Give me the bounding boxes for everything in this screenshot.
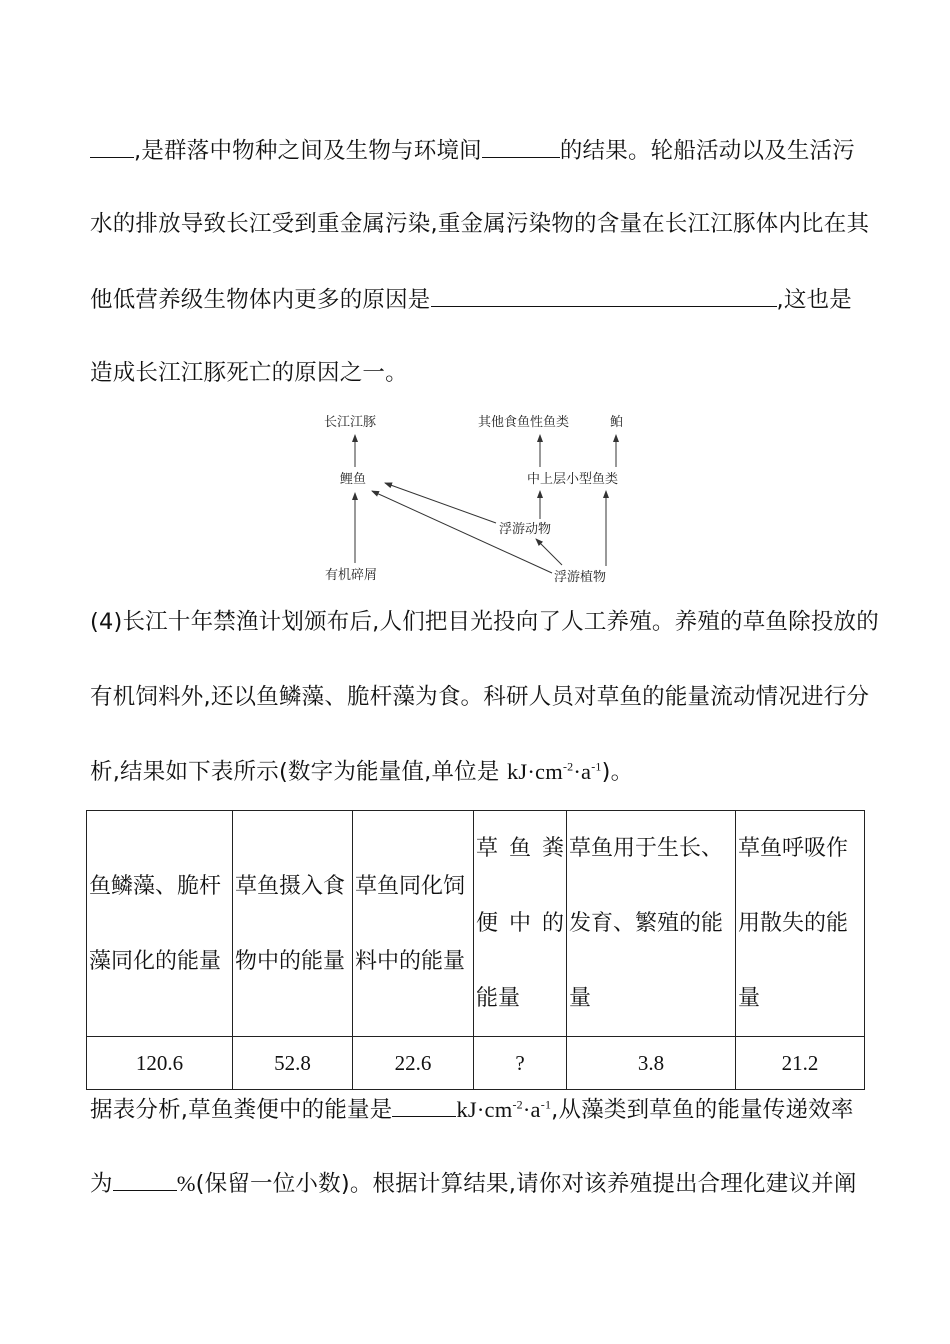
header-algae-assimilation: 鱼鳞藻、脆杆 藻同化的能量 xyxy=(87,811,233,1037)
header-feed-assimilation: 草鱼同化饲 料中的能量 xyxy=(353,811,474,1037)
answer-blank[interactable] xyxy=(113,1168,177,1191)
text-line-3: 他低营养级生物体内更多的原因是 ,这也是 xyxy=(90,284,862,315)
node-detritus: 有机碎屑 xyxy=(325,568,378,583)
answer-blank[interactable] xyxy=(431,284,777,307)
answer-blank[interactable] xyxy=(482,135,560,158)
header-respiration-energy: 草鱼呼吸作 用散失的能 量 xyxy=(736,811,865,1037)
node-other-fish: 其他食鱼性鱼类 xyxy=(478,415,570,430)
table-value-row xyxy=(87,1037,865,1090)
answer-blank[interactable] xyxy=(392,1094,456,1117)
table-cell: 120.6 xyxy=(87,1037,233,1090)
text-line-7: 析,结果如下表所示(数字为能量值,单位是 $kJ\cdot cm^{-2}\cdot a^{-1}$)。 xyxy=(90,759,634,785)
node-zooplankton: 浮游动物 xyxy=(499,522,552,537)
text-line-9: 为 %(保留一位小数)。根据计算结果,请你对该养殖提出合理化建议并阐 xyxy=(90,1168,862,1199)
node-bao: 鲌 xyxy=(610,415,624,430)
table-header-row xyxy=(87,811,865,1037)
table-cell: 52.8 xyxy=(233,1037,353,1090)
node-small-fish: 中上层小型鱼类 xyxy=(527,472,619,487)
header-feces-energy: 草 鱼 粪 便 中 的 能量 xyxy=(474,811,567,1037)
node-phytoplankton: 浮游植物 xyxy=(554,570,607,585)
arrow-zooplankton-to-carp xyxy=(385,483,496,523)
arrow-phytoplankton-to-zooplankton xyxy=(536,539,562,565)
text-line-8: 据表分析,草鱼粪便中的能量是 $kJ\cdot cm^{-2}\cdot a^{-1}$,从藻类到草鱼的能量传递效率 xyxy=(90,1094,862,1125)
header-intake-energy: 草鱼摄入食 物中的能量 xyxy=(233,811,353,1037)
text-line-4: 造成长江江豚死亡的原因之一。 xyxy=(90,360,408,386)
text-line-1: ,是群落中物种之间及生物与环境间 的结果。轮船活动以及生活污 xyxy=(90,135,862,166)
text-line-2: 水的排放导致长江受到重金属污染,重金属污染物的含量在长江江豚体内比在其 xyxy=(90,211,870,237)
food-web-diagram xyxy=(300,405,660,590)
energy-table xyxy=(86,810,865,1090)
table-cell: 3.8 xyxy=(567,1037,736,1090)
text-line-6: 有机饲料外,还以鱼鳞藻、脆杆藻为食。科研人员对草鱼的能量流动情况进行分 xyxy=(90,684,870,710)
answer-blank[interactable] xyxy=(90,135,134,158)
table-cell: 21.2 xyxy=(736,1037,865,1090)
node-carp: 鲤鱼 xyxy=(340,472,367,487)
table-cell: ? xyxy=(474,1037,567,1090)
text-line-5: (4)长江十年禁渔计划颁布后,人们把目光投向了人工养殖。养殖的草鱼除投放的 xyxy=(90,609,879,635)
header-growth-energy: 草鱼用于生长、 发育、繁殖的能 量 xyxy=(567,811,736,1037)
table-cell: 22.6 xyxy=(353,1037,474,1090)
node-porpoise: 长江江豚 xyxy=(324,415,377,430)
